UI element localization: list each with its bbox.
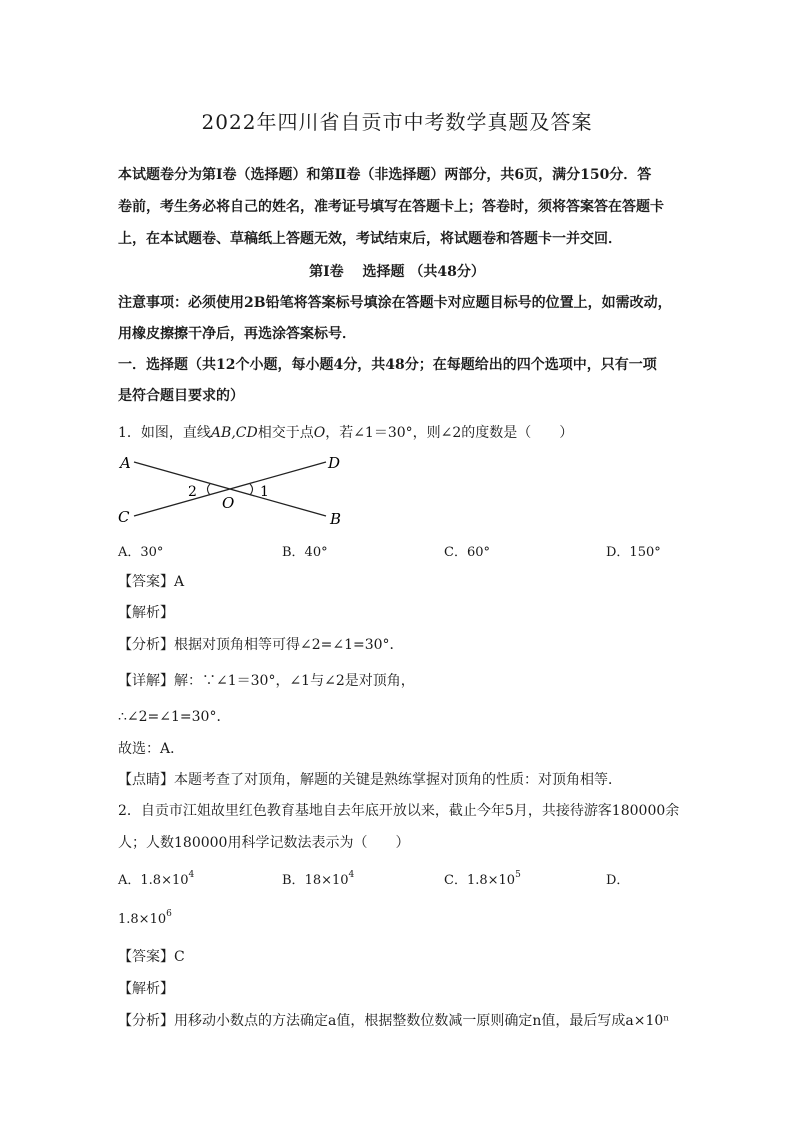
label-angle-1: 1 xyxy=(260,484,269,500)
q2-analysis: 【分析】用移动小数点的方法确定a值，根据整数位数减一原则确定n值，最后写成a×10ⁿ xyxy=(118,1013,670,1029)
q1-analysis-head: 【解析】 xyxy=(118,605,174,621)
label-c: C xyxy=(118,508,130,526)
section-title: 第Ⅰ卷 选择题 （共48分） xyxy=(309,264,485,280)
q1-point: O xyxy=(313,425,326,441)
q1-prefix: 1．如图，直线 xyxy=(118,425,211,441)
intro-line-2: 卷前，考生务必将自己的姓名，准考证号填写在答题卡上；答卷时，须将答案答在答题卡 xyxy=(118,199,664,215)
label-d: D xyxy=(328,454,341,472)
q2-option-d xyxy=(606,869,629,888)
q2-option-d-exp: 6 xyxy=(166,909,172,919)
q1-choose: 故选：A． xyxy=(118,741,185,757)
q1-lines-label: AB,CD xyxy=(210,425,258,441)
q1-tail: ，则∠2的度数是（ ） xyxy=(412,425,574,441)
angle-2-arc xyxy=(208,484,211,495)
q1-therefore: ∴∠2=∠1=30°． xyxy=(118,709,231,725)
q2-option-d-value xyxy=(118,909,172,927)
q2-stem-line-2: 人；人数180000用科学记数法表示为（ ） xyxy=(118,835,410,851)
label-b: B xyxy=(330,510,342,528)
q2-option-c-letter: C． xyxy=(444,873,467,888)
q1-mid: 相交于点 xyxy=(257,425,314,441)
q1-option-c: C．60° xyxy=(444,545,490,560)
part-one-line-1: 一．选择题（共12个小题，每小题4分，共48分；在每题给出的四个选项中，只有一项 xyxy=(118,357,657,373)
q1-answer: 【答案】A xyxy=(118,574,185,590)
intro-line-3: 上，在本试题卷、草稿纸上答题无效，考试结束后，将试题卷和答题卡一并交回． xyxy=(118,231,622,247)
q2-option-c xyxy=(444,869,521,888)
q2-option-b-letter: B． xyxy=(282,873,305,888)
angle-1-arc xyxy=(250,484,253,495)
q2-option-a-letter: A． xyxy=(118,873,141,888)
q2-stem-line-1: 2．自贡市江姐故里红色教育基地自去年底开放以来，截止今年5月，共接待游客180000余 xyxy=(118,803,680,819)
q1-comment: 【点睛】本题考查了对顶角，解题的关键是熟练掌握对顶角的性质：对顶角相等． xyxy=(118,772,622,788)
q2-analysis-head: 【解析】 xyxy=(118,981,174,997)
q2-option-b xyxy=(282,869,354,888)
q2-option-c-base: 1.8×10 xyxy=(466,873,516,888)
intersecting-lines-figure xyxy=(112,448,352,528)
q1-analysis: 【分析】根据对顶角相等可得∠2=∠1=30°． xyxy=(118,637,404,653)
q1-detail: 【详解】解：∵∠1＝30°，∠1与∠2是对顶角， xyxy=(118,673,415,689)
part-one-line-2: 是符合题目要求的） xyxy=(118,388,244,404)
notice-line-1: 注意事项：必须使用2B铅笔将答案标号填涂在答题卡对应题目标号的位置上，如需改动， xyxy=(118,295,672,311)
notice-line-2: 用橡皮擦擦干净后，再选涂答案标号． xyxy=(118,326,356,342)
q2-option-b-exp: 4 xyxy=(348,870,355,880)
q1-option-a: A．30° xyxy=(118,545,164,560)
q2-option-c-exp: 5 xyxy=(515,870,521,880)
q1-option-b: B．40° xyxy=(282,545,328,560)
q1-stem xyxy=(118,422,678,442)
q2-option-d-base: 1.8×10 xyxy=(118,912,167,927)
page-title: 2022年四川省自贡市中考数学真题及答案 xyxy=(201,110,593,134)
q2-option-a-exp: 4 xyxy=(188,870,195,880)
intro-line-1: 本试题卷分为第Ⅰ卷（选择题）和第Ⅱ卷（非选择题）两部分，共6页，满分150分．答 xyxy=(118,167,652,183)
label-a: A xyxy=(120,454,131,472)
q1-cond: ，若∠1＝30° xyxy=(325,425,413,441)
q2-option-a xyxy=(118,869,194,888)
label-angle-2: 2 xyxy=(188,484,197,500)
q1-option-d: D．150° xyxy=(606,545,661,560)
q2-option-b-base: 18×10 xyxy=(304,873,349,888)
q2-option-d-letter: D． xyxy=(606,873,630,888)
q2-option-a-base: 1.8×10 xyxy=(140,873,189,888)
q2-answer: 【答案】C xyxy=(118,949,185,965)
label-o: O xyxy=(222,494,235,512)
